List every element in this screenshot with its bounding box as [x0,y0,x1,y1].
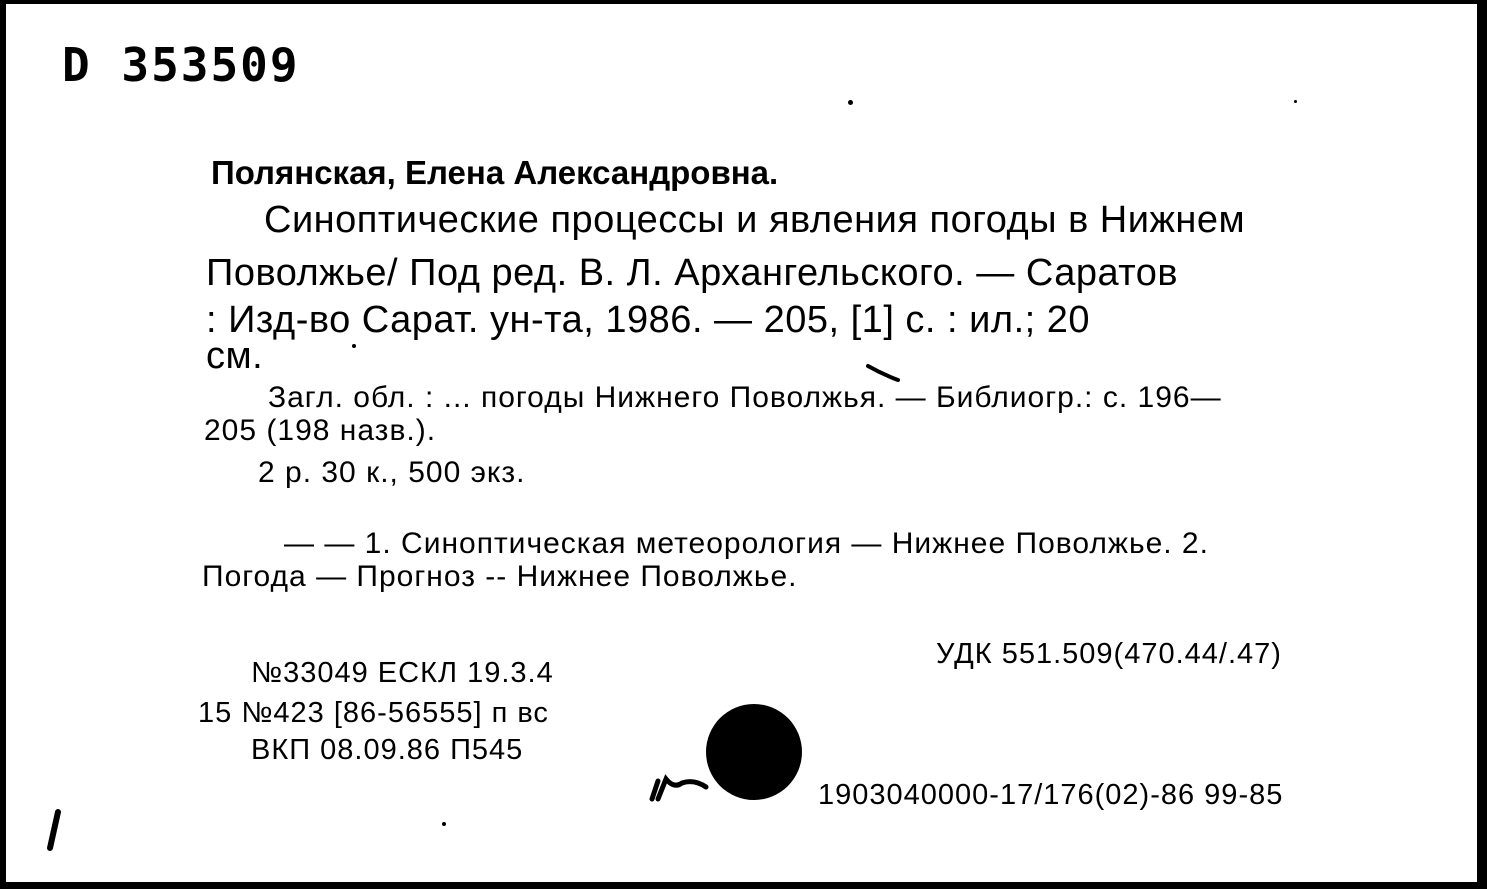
subjects-line-1: — — 1. Синоптическая метеорология — Нижнее Поволжье. 2. [284,527,1209,560]
subjects-line-2: Погода — Прогноз -- Нижнее Поволжье. [202,560,798,593]
handwritten-mark [646,769,726,809]
record-line-1: №33049 ЕСКЛ 19.3.4 [251,657,554,689]
price-run: 2 р. 30 к., 500 экз. [258,456,526,489]
record-line-2: 15 №423 [86-56555] п вс [198,697,549,729]
speck [352,344,356,348]
udc-code: УДК 551.509(470.44/.47) [936,638,1282,670]
pencil-tick [864,362,904,384]
margin-mark [36,804,76,854]
inventory-number: D 353509 [62,38,300,92]
author-heading: Полянская, Елена Александровна. [211,154,779,191]
record-line-3: ВКП 08.09.86 П545 [251,734,524,766]
note-line-1: Загл. обл. : ... погоды Нижнего Поволжья. — Библиогр.: с. 196— [268,381,1222,414]
speck [442,822,446,826]
classification-code: 1903040000-17/176(02)-86 99-85 [818,779,1284,811]
title-line-3: : Изд-во Сарат. ун-та, 1986. — 205, [1] с. : ил.; 20 [206,299,1091,341]
title-line-4: см. [206,335,264,377]
catalog-card [6,4,1477,882]
title-line-1: Синоптические процессы и явления погоды в Нижнем [264,199,1246,241]
title-line-2: Поволжье/ Под ред. В. Л. Архангельского. — Саратов [206,252,1179,294]
speck [848,100,853,105]
speck [1294,100,1297,103]
note-line-2: 205 (198 назв.). [204,414,437,447]
